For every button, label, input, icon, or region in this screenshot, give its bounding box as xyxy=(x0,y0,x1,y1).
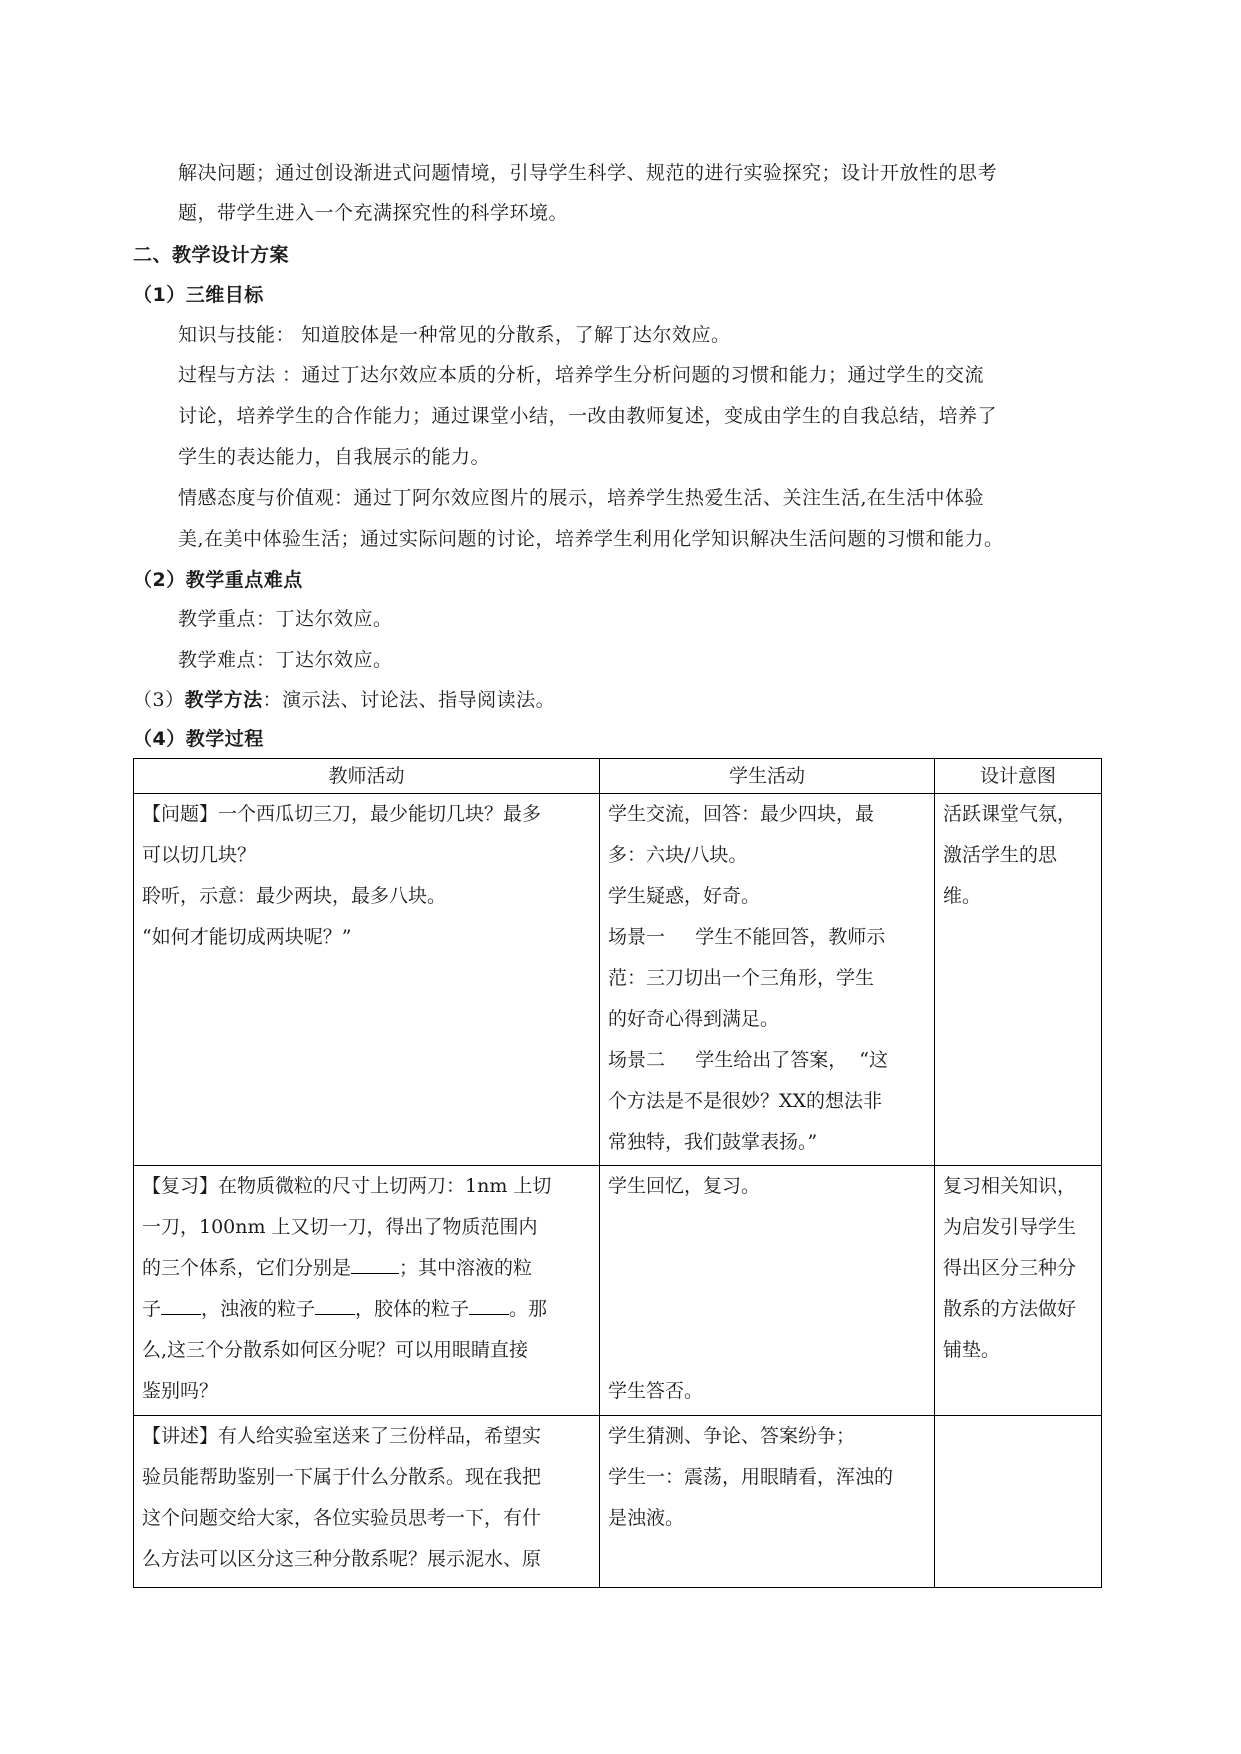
keypoint-difficulty: 教学难点：丁达尔效应。 xyxy=(178,649,393,671)
cell-line: 这个问题交给大家，各位实验员思考一下，有什 xyxy=(142,1507,542,1529)
header-teacher: 教师活动 xyxy=(134,759,600,794)
cell-line: 维。 xyxy=(943,885,982,907)
intent-cell xyxy=(935,794,1102,1166)
cell-spacer xyxy=(608,1330,926,1371)
cell-line: 多：六块/八块。 xyxy=(608,844,748,866)
table-header-row xyxy=(134,759,1102,794)
keypoints-heading: （2）教学重点难点 xyxy=(133,569,303,591)
cell-line: 为启发引导学生 xyxy=(943,1216,1077,1238)
cell-text: 。那 xyxy=(509,1298,548,1320)
table-row xyxy=(134,794,1102,1166)
cell-line: 铺垫。 xyxy=(943,1339,1001,1361)
cell-line: 学生一：震荡，用眼睛看，浑浊的 xyxy=(608,1466,894,1488)
header-intent: 设计意图 xyxy=(935,759,1102,794)
goal-process-3: 学生的表达能力，自我展示的能力。 xyxy=(178,446,491,468)
cell-text: ，浊液的粒子 xyxy=(201,1298,316,1320)
teacher-cell xyxy=(134,1166,600,1416)
cell-line: 学生回忆，复习。 xyxy=(608,1175,761,1197)
cell-line: 的好奇心得到满足。 xyxy=(608,1008,780,1030)
fill-blank xyxy=(161,1313,201,1315)
cell-line: 【讲述】有人给实验室送来了三份样品，希望实 xyxy=(142,1425,542,1447)
teacher-cell xyxy=(134,1416,600,1588)
cell-line: 学生猜测、争论、答案纷争； xyxy=(608,1425,856,1447)
cell-line: 得出区分三种分 xyxy=(943,1257,1077,1279)
cell-line: 个方法是不是很妙？XX的想法非 xyxy=(608,1090,883,1112)
goals-heading: （1）三维目标 xyxy=(133,284,264,306)
methods-prefix: （3） xyxy=(133,689,185,711)
intent-cell xyxy=(935,1166,1102,1416)
teaching-process-table xyxy=(133,758,1102,1588)
cell-line: 【问题】一个西瓜切三刀，最少能切几块？最多 xyxy=(142,803,542,825)
cell-line: 是浊液。 xyxy=(608,1507,685,1529)
cell-line: 鉴别吗？ xyxy=(142,1380,219,1402)
goal-process-1: 过程与方法 ：通过丁达尔效应本质的分析，培养学生分析问题的习惯和能力；通过学生的交流 xyxy=(178,364,985,386)
cell-text: ；其中溶液的粒 xyxy=(399,1257,533,1279)
table-row xyxy=(134,1166,1102,1416)
cell-line: 场景二 学生给出了答案， “这 xyxy=(608,1049,888,1071)
methods-line xyxy=(133,685,555,712)
cell-line: 常独特，我们鼓掌表扬。” xyxy=(608,1131,818,1153)
cell-line: 【复习】在物质微粒的尺寸上切两刀：1nm 上切 xyxy=(142,1175,552,1197)
process-heading: （4）教学过程 xyxy=(133,728,264,750)
cell-line xyxy=(142,1248,591,1289)
cell-line xyxy=(142,1289,591,1330)
student-cell xyxy=(600,1416,935,1588)
keypoint-focus: 教学重点：丁达尔效应。 xyxy=(178,608,393,630)
intro-line-1: 解决问题；通过创设渐进式问题情境，引导学生科学、规范的进行实验探究；设计开放性的思考 xyxy=(178,162,998,184)
cell-line: 验员能帮助鉴别一下属于什么分散系。现在我把 xyxy=(142,1466,542,1488)
cell-line: “如何才能切成两块呢？” xyxy=(142,926,352,948)
goal-emotion-2: 美,在美中体验生活；通过实际问题的讨论，培养学生利用化学知识解决生活问题的习惯和能力。 xyxy=(178,528,1004,550)
cell-line: 范：三刀切出一个三角形，学生 xyxy=(608,967,875,989)
cell-line: 一刀，100nm 上又切一刀，得出了物质范围内 xyxy=(142,1216,538,1238)
fill-blank xyxy=(351,1272,399,1274)
table-row xyxy=(134,1416,1102,1588)
cell-text: ，胶体的粒子 xyxy=(355,1298,470,1320)
teacher-cell xyxy=(134,794,600,1166)
header-student: 学生活动 xyxy=(600,759,935,794)
cell-text: 的三个体系，它们分别是 xyxy=(142,1257,352,1279)
fill-blank xyxy=(315,1313,355,1315)
goal-emotion-1: 情感态度与价值观：通过丁阿尔效应图片的展示，培养学生热爱生活、关注生活,在生活中体验 xyxy=(178,487,985,509)
cell-line: 场景一 学生不能回答，教师示 xyxy=(608,926,886,948)
student-cell xyxy=(600,794,935,1166)
cell-line: 激活学生的思 xyxy=(943,844,1058,866)
cell-line: 么方法可以区分这三种分散系呢？展示泥水、原 xyxy=(142,1548,542,1570)
methods-label: 教学方法 xyxy=(184,689,263,711)
student-cell xyxy=(600,1166,935,1416)
cell-text: 子 xyxy=(142,1298,162,1320)
cell-line: 学生答否。 xyxy=(608,1380,704,1402)
cell-line: 学生交流，回答：最少四块，最 xyxy=(608,803,875,825)
section-heading: 二、教学设计方案 xyxy=(133,244,290,266)
cell-line: 学生疑惑，好奇。 xyxy=(608,885,761,907)
goal-process-2: 讨论，培养学生的合作能力；通过课堂小结，一改由教师复述，变成由学生的自我总结，培养了 xyxy=(178,405,998,427)
cell-spacer xyxy=(608,1289,926,1330)
cell-line: 复习相关知识， xyxy=(943,1175,1077,1197)
goal-knowledge: 知识与技能： 知道胶体是一种常见的分散系，了解丁达尔效应。 xyxy=(178,324,731,346)
intro-line-2: 题，带学生进入一个充满探究性的科学环境。 xyxy=(178,202,569,224)
methods-text: ：演示法、讨论法、指导阅读法。 xyxy=(262,689,556,711)
intent-cell xyxy=(935,1416,1102,1588)
cell-line: 么,这三个分散系如何区分呢？可以用眼睛直接 xyxy=(142,1339,529,1361)
cell-line: 活跃课堂气氛， xyxy=(943,803,1077,825)
cell-spacer xyxy=(608,1207,926,1248)
cell-spacer xyxy=(608,1248,926,1289)
cell-line: 散系的方法做好 xyxy=(943,1298,1077,1320)
cell-line: 可以切几块？ xyxy=(142,844,257,866)
cell-line: 聆听，示意：最少两块，最多八块。 xyxy=(142,885,447,907)
fill-blank xyxy=(469,1313,509,1315)
